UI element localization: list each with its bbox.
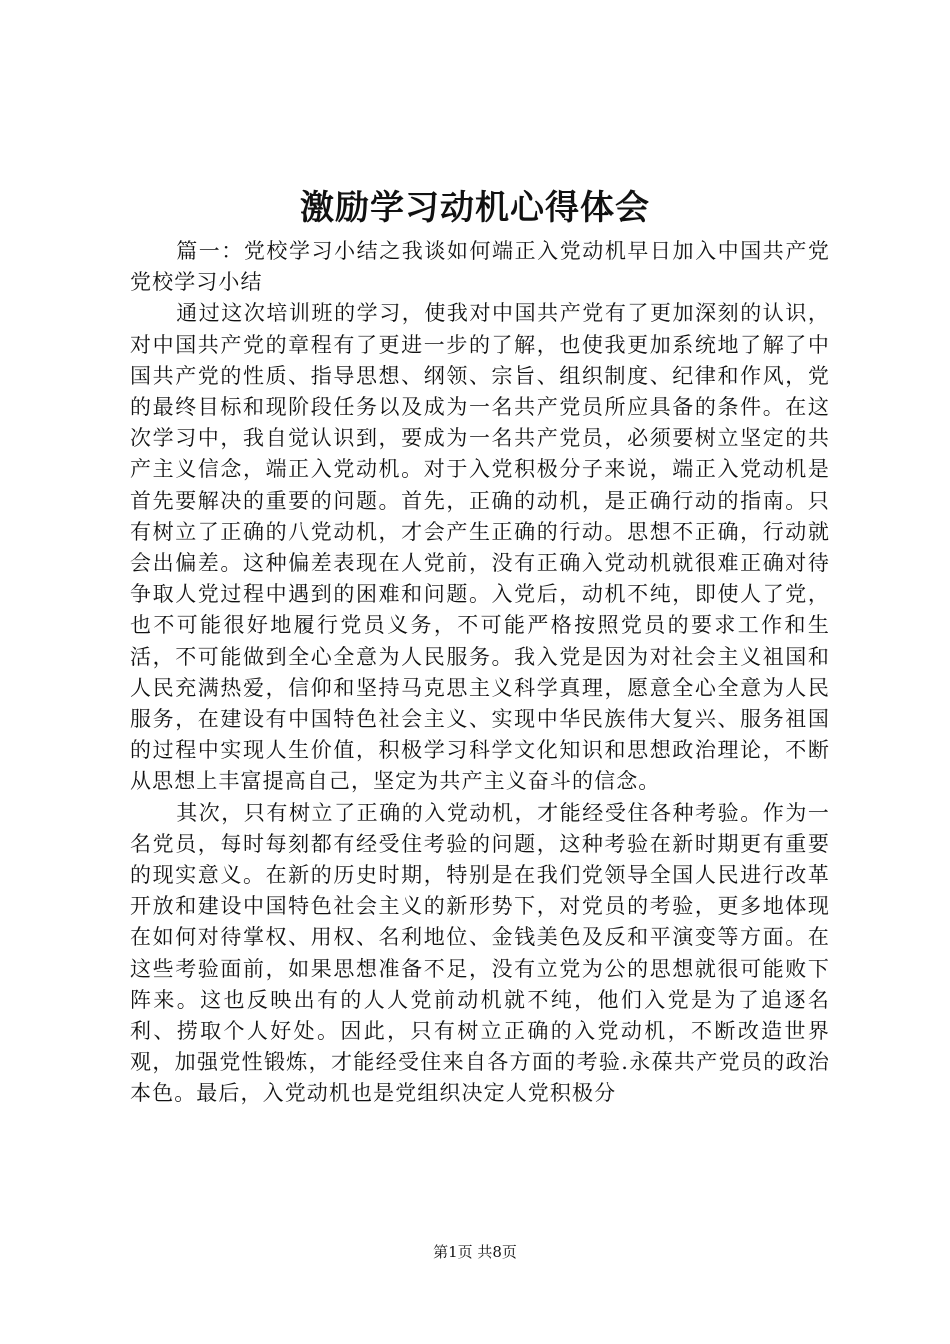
- body-paragraph: 通过这次培训班的学习，使我对中国共产党有了更加深刻的认识，对中国共产党的章程有了更进一步的了解，也使我更加系统地了解了中国共产党的性质、指导思想、纲领、宗旨、组织制度、纪律和作风，党的最终目标和现阶段任务以及成为一名共产党员所应具备的条件。在这次学习中，我自觉认识到，要成为一名共产党员，必须要树立坚定的共产主义信念，端正入党动机。对于入党积极分子来说，端正入党动机是首先要解决的重要的问题。首先，正确的动机，是正确行动的指南。只有树立了正确的八党动机，才会产生正确的行动。思想不正确，行动就会出偏差。这种偏差表现在人党前，没有正确入党动机就很难正确对待争取人党过程中遇到的困难和问题。入党后，动机不纯，即使人了党，也不可能很好地履行党员义务，不可能严格按照党员的要求工作和生活，不可能做到全心全意为人民服务。我入党是因为对社会主义祖国和人民充满热爱，信仰和坚持马克思主义科学真理，愿意全心全意为人民服务，在建设有中国特色社会主义、实现中华民族伟大复兴、服务祖国的过程中实现人生价值，积极学习科学文化知识和思想政治理论，不断从思想上丰富提高自己，坚定为共产主义奋斗的信念。: [130, 301, 830, 794]
- document-title: 激励学习动机心得体会: [300, 188, 650, 228]
- body-paragraph: 篇一：党校学习小结之我谈如何端正入党动机早日加入中国共产党党校学习小结: [130, 239, 830, 295]
- page-number-footer: 第1页 共8页: [433, 1243, 517, 1261]
- document-body: [130, 236, 830, 1110]
- body-paragraph: 其次，只有树立了正确的入党动机，才能经受住各种考验。作为一名党员，每时每刻都有经受住考验的问题，这种考验在新时期更有重要的现实意义。在新的历史时期，特别是在我们党领导全国人民进行改革开放和建设中国特色社会主义的新形势下，对党员的考验，更多地体现在如何对待掌权、用权、名利地位、金钱美色及反和平演变等方面。在这些考验面前，如果思想准备不足，没有立党为公的思想就很可能败下阵来。这也反映出有的人人党前动机就不纯，他们入党是为了追逐名利、捞取个人好处。因此，只有树立正确的入党动机，不断改造世界观，加强党性锻炼，才能经受住来自各方面的考验.永葆共产党员的政治本色。最后，入党动机也是党组织决定人党积极分: [130, 800, 830, 1106]
